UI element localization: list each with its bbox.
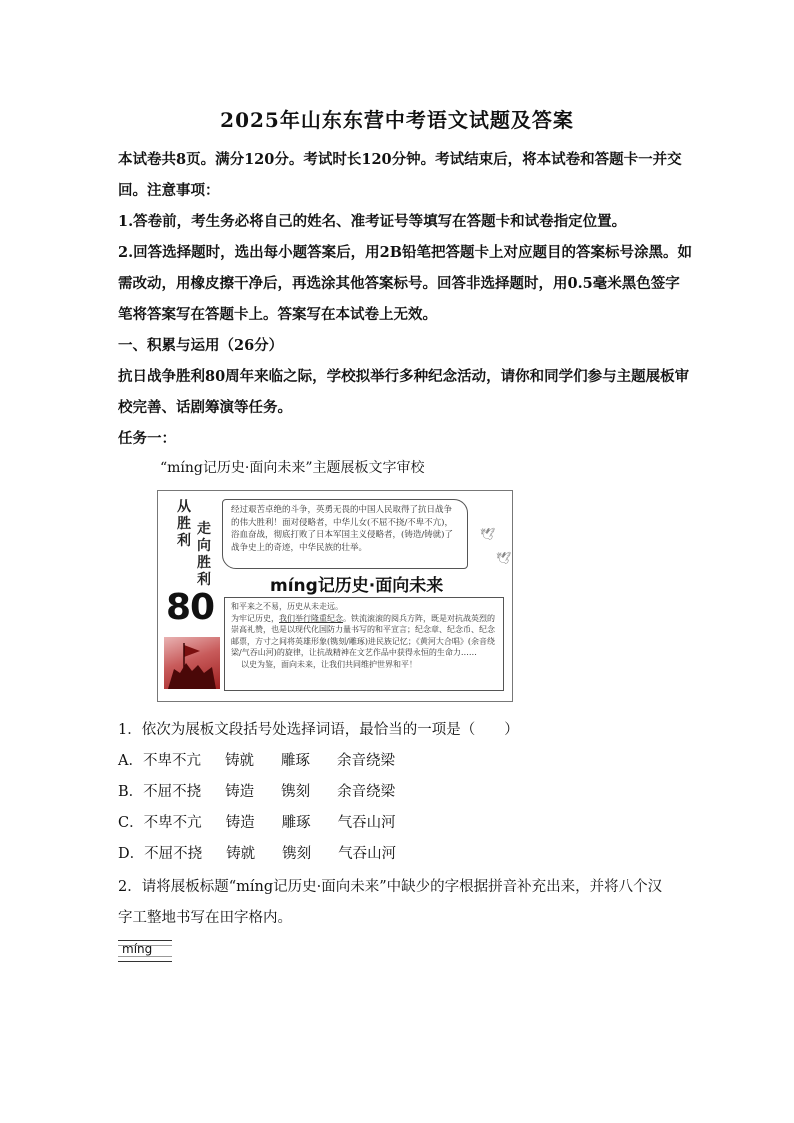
box-last: 以史为鉴，面向未来，让我们共同维护世界和平！ <box>241 659 417 669</box>
section-heading: 一、积累与运用（26分） <box>118 337 284 354</box>
option-word: 不屈不挠 <box>144 846 203 862</box>
poster-boxed-text <box>224 597 504 691</box>
v2-char: 走 <box>197 521 211 537</box>
option-c <box>118 811 396 832</box>
vertical-text-2 <box>196 521 212 589</box>
pinyin-grid <box>118 940 172 962</box>
vertical-text-1 <box>176 499 192 550</box>
dove-icon: 🕊 <box>480 527 496 541</box>
option-word: 铸造 <box>225 815 255 831</box>
intro-line-1: 本试卷共8页。满分120分。考试时长120分钟。考试结束后，将本试卷和答题卡一并交 <box>118 151 682 168</box>
exhibition-poster <box>157 490 513 702</box>
option-word: 雕琢 <box>281 815 311 831</box>
option-word: 镌刻 <box>281 784 311 800</box>
option-b <box>118 780 395 801</box>
option-word: 镌刻 <box>282 846 312 862</box>
poster-number: 80 <box>166 587 215 628</box>
page-title: 2025年山东东营中考语文试题及答案 <box>220 108 574 132</box>
v2-char: 胜 <box>197 555 211 571</box>
question-1-stem: 1．依次为展板文段括号处选择词语，最恰当的一项是（ ） <box>118 722 519 738</box>
option-label: B． <box>118 784 144 800</box>
section-desc-1: 抗日战争胜利80周年来临之际，学校拟举行多种纪念活动，请你和同学们参与主题展板审 <box>118 368 690 385</box>
dove-icon: 🕊 <box>496 551 512 565</box>
v2-char: 向 <box>197 538 211 554</box>
note-2-line-1: 2.回答选择题时，选出每小题答案后，用2B铅笔把答题卡上对应题目的答案标号涂黑。如 <box>118 244 692 261</box>
v1-char: 从 <box>177 499 191 515</box>
poster-banner-text: 经过艰苦卓绝的斗争，英勇无畏的中国人民取得了抗日战争的伟大胜利！面对侵略者，中华儿女(不屈不挠/不卑不亢)，浴血奋战，彻底打败了日本军国主义侵略者，(铸造/铸就)了战争史上的奇迹，中华民族的壮举。 <box>222 499 468 569</box>
section-desc-2: 校完善、话剧筹演等任务。 <box>118 399 292 416</box>
option-label: A． <box>118 753 143 769</box>
grid-pinyin: míng <box>122 942 153 956</box>
soldiers-flag-image <box>164 637 220 689</box>
intro-line-2: 回。注意事项： <box>118 182 220 199</box>
note-2-line-2: 需改动，用橡皮擦干净后，再选涂其他答案标号。回答非选择题时，用0.5毫米黑色签字 <box>118 275 680 292</box>
note-1: 1.答卷前，考生务必将自己的姓名、准考证号等填写在答题卡和试卷指定位置。 <box>118 213 627 230</box>
note-2-line-3: 笔将答案写在答题卡上。答案写在本试卷上无效。 <box>118 306 437 323</box>
box-rest: 。铁流滚滚的阅兵方阵，既是对抗战英烈的崇高礼赞，也是以现代化国防力量书写的和平宣言；纪念章、纪念币、纪念邮票，方寸之间将英雄形象(镌刻/雕琢)进民族记忆；《黄河大合唱》(余音绕梁/气吞山河)的旋律，让抗战精神在文艺作品中获得永恒的生命力…… <box>231 613 496 657</box>
grid-line <box>118 956 172 957</box>
v1-char: 利 <box>177 533 191 549</box>
poster-caption: “míng记历史·面向未来”主题展板文字审校 <box>160 460 425 476</box>
option-word: 不卑不亢 <box>142 753 201 769</box>
question-2-line-2: 字工整地书写在田字格内。 <box>118 910 292 926</box>
option-label: D． <box>118 846 145 862</box>
box-line-1: 和平来之不易，历史从未走远。 <box>231 602 343 611</box>
box-underlined: 我们举行隆重纪念 <box>279 613 343 623</box>
poster-title: míng记历史·面向未来 <box>270 576 444 596</box>
box-paragraph <box>231 613 497 659</box>
option-label: C． <box>118 815 144 831</box>
v2-char: 利 <box>197 572 211 588</box>
option-word: 气吞山河 <box>337 815 396 831</box>
task-label: 任务一： <box>118 430 176 447</box>
option-word: 余音绕梁 <box>337 784 396 800</box>
option-word: 不屈不挠 <box>143 784 202 800</box>
question-2-line-1: 2．请将展板标题“míng记历史·面向未来”中缺少的字根据拼音补充出来，并将八个汉 <box>118 879 663 895</box>
option-word: 铸造 <box>225 784 255 800</box>
v1-char: 胜 <box>177 516 191 532</box>
option-word: 气吞山河 <box>338 846 397 862</box>
option-word: 铸就 <box>226 846 256 862</box>
option-word: 余音绕梁 <box>336 753 395 769</box>
box-pre: 为牢记历史， <box>231 613 279 623</box>
option-a <box>118 749 395 770</box>
option-word: 不卑不亢 <box>143 815 202 831</box>
option-d <box>118 842 396 863</box>
option-word: 雕琢 <box>280 753 310 769</box>
option-word: 铸就 <box>224 753 254 769</box>
